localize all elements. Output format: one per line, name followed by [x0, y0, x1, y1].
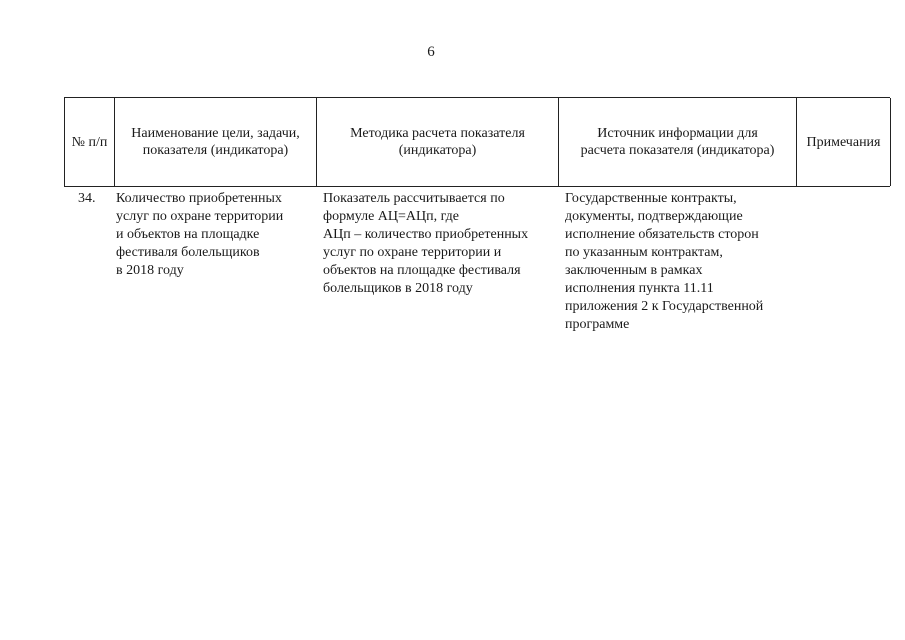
- row-source-line: Государственные контракты,: [565, 191, 737, 206]
- row-source-line: исполнение обязательств сторон: [565, 227, 759, 242]
- header-source-line: Источник информации для: [597, 126, 758, 141]
- row-method-line: услуг по охране территории и: [323, 245, 502, 260]
- header-method-line: (индикатора): [398, 143, 477, 158]
- header-method-line: Методика расчета показателя: [350, 126, 525, 141]
- header-source-line: расчета показателя (индикатора): [580, 143, 775, 158]
- row-indicator-name: [116, 190, 316, 280]
- row-name-line: услуг по охране территории: [116, 209, 284, 224]
- row-source-line: документы, подтверждающие: [565, 209, 743, 224]
- row-method-line: болельщиков в 2018 году: [323, 281, 473, 296]
- header-goal-name-line: показателя (индикатора): [142, 143, 289, 158]
- header-notes: [797, 98, 891, 186]
- header-number: [65, 98, 115, 186]
- row-number-value: 34.: [78, 191, 96, 206]
- row-method-line: объектов на площадке фестиваля: [323, 263, 521, 278]
- row-number: [78, 190, 114, 208]
- row-source-line: программе: [565, 317, 630, 332]
- row-name-line: в 2018 году: [116, 263, 184, 278]
- row-name-line: и объектов на площадке: [116, 227, 260, 242]
- row-source-line: исполнения пункта 11.11: [565, 281, 714, 296]
- row-method: [323, 190, 559, 298]
- header-notes-label: Примечания: [806, 134, 881, 150]
- row-method-line: Показатель рассчитывается по: [323, 191, 505, 206]
- header-goal-name-line: Наименование цели, задачи,: [131, 126, 300, 141]
- row-source: [565, 190, 797, 334]
- header-goal-name: [115, 98, 317, 186]
- row-source-line: заключенным в рамках: [565, 263, 703, 278]
- row-source-line: приложения 2 к Государственной: [565, 299, 764, 314]
- row-source-line: по указанным контрактам,: [565, 245, 723, 260]
- row-method-line: АЦп – количество приобретенных: [323, 227, 529, 242]
- row-name-line: фестиваля болельщиков: [116, 245, 260, 260]
- row-method-line: формуле АЦ=АЦп, где: [323, 209, 460, 224]
- header-number-label: № п/п: [71, 134, 108, 150]
- row-name-line: Количество приобретенных: [116, 191, 282, 206]
- header-method: [317, 98, 559, 186]
- page-number: 6: [427, 44, 435, 60]
- header-source: [559, 98, 797, 186]
- table-header-row: [64, 97, 890, 187]
